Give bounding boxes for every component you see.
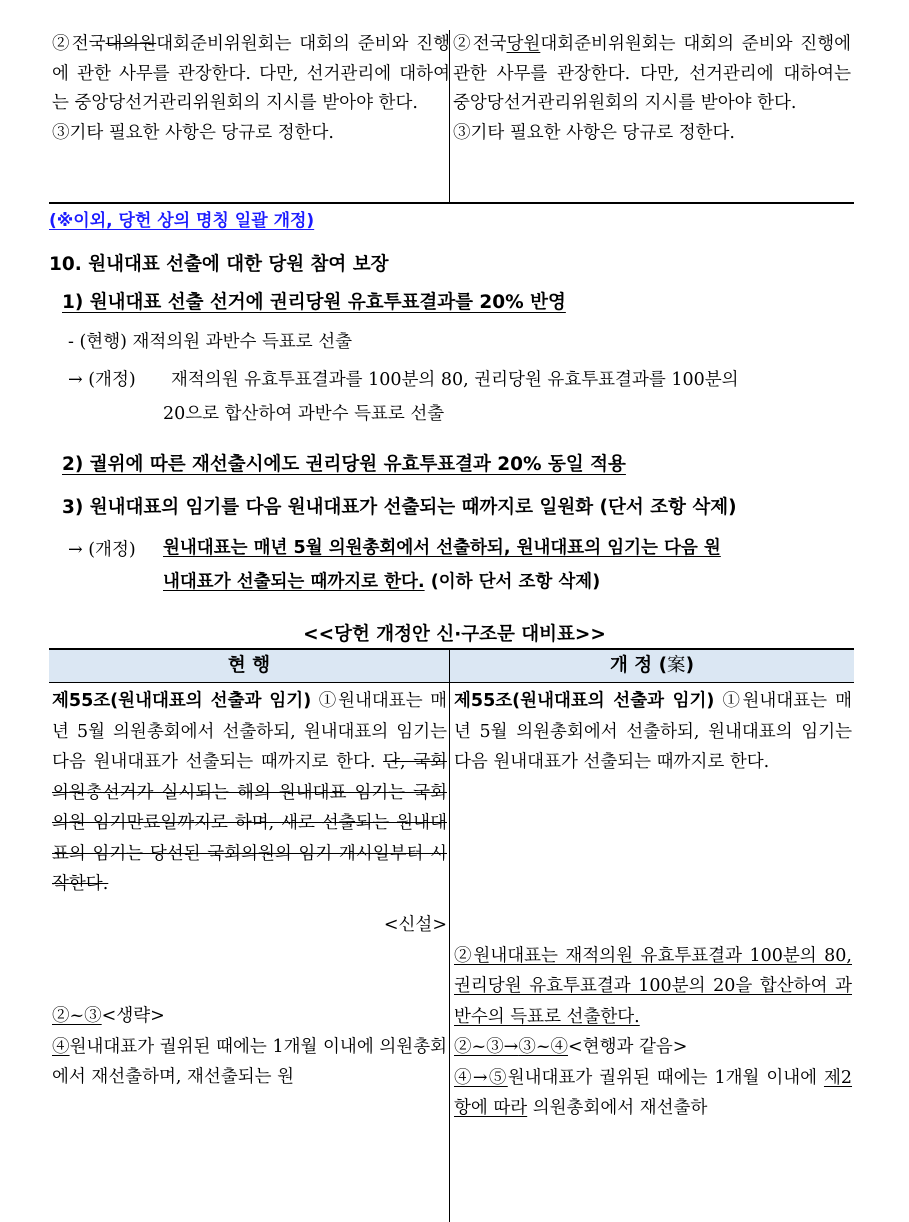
- article-title: 제55조(원내대표의 선출과 임기): [52, 691, 312, 711]
- text-run: 대회준비위원회는 대회의 준비와 진행에 관한 사무를 관장한다. 다만, 선거관리에 대하여는 중앙당선거관리위원회의 지시를 받아야 한다.: [453, 34, 851, 113]
- sub3-text-line2: [163, 568, 600, 593]
- current-clause-4: [52, 1032, 447, 1093]
- underlined-text: ③~④: [518, 1037, 568, 1057]
- note-text: (※이외, 당헌 상의 명칭 일괄 개정): [49, 211, 315, 231]
- underlined-text: 당원: [506, 34, 541, 54]
- revised-column: [454, 686, 852, 1124]
- underlined-text: ⑤: [487, 1067, 508, 1088]
- text-run: <현행과 같음>: [568, 1037, 688, 1057]
- previous-comparison-table: [49, 30, 854, 204]
- subsection-1-heading: 1) 원내대표 선출 선거에 권리당원 유효투표결과를 20% 반영: [62, 292, 566, 313]
- underlined-text: ②~③→: [454, 1037, 519, 1057]
- text-run: 대회준비위원회는 대회의 준비와 진행에 관한 사무를 관장한다. 다만, 선거관리에 대하여는 중앙당선거관리위원회의 지시를 받아야 한다.: [52, 34, 450, 113]
- current-label: - (현행): [68, 332, 127, 352]
- underlined-text: ④: [52, 1036, 70, 1057]
- revised-text-line2: 20으로 합산하여 과반수 득표로 선출: [163, 404, 445, 424]
- previous-current-item2: [52, 30, 450, 119]
- column-divider: [449, 650, 450, 1222]
- comparison-table-title: <<당헌 개정안 신·구조문 대비표>>: [303, 624, 606, 645]
- text-run: <생략>: [101, 1006, 165, 1026]
- current-text: 재적의원 과반수 득표로 선출: [132, 332, 353, 352]
- revised-label: → (개정): [68, 370, 136, 390]
- previous-current-column: [52, 30, 450, 148]
- revised-new-clause-2: ②원내대표는 재적의원 유효투표결과 100분의 80, 권리당원 유효투표결과 100분의 20을 합산하여 과반수의 득표로 선출한다.: [454, 945, 852, 1027]
- text-run: ): [685, 655, 695, 676]
- revised-renumbered-clauses: [454, 1032, 852, 1063]
- text-run: 개 정 (: [609, 655, 668, 676]
- struck-text: 대의원: [105, 34, 157, 54]
- revised-article-55-para1: [454, 686, 852, 778]
- section-heading: 10. 원내대표 선출에 대한 당원 참여 보장: [49, 254, 389, 275]
- subsection-2-heading: 2) 궐위에 따른 재선출시에도 권리당원 유효투표결과 20% 동일 적용: [62, 454, 626, 475]
- current-line: [68, 328, 352, 353]
- current-omitted-clauses: [52, 1001, 447, 1032]
- underlined-text: 내대표가 선출되는 때까지로 한다.: [163, 572, 425, 592]
- previous-revised-column: [453, 30, 851, 148]
- text-run: 의원총회에서 재선출하: [527, 1098, 708, 1118]
- new-clause-marker: <신설>: [383, 914, 447, 935]
- previous-revised-item3: ③기타 필요한 사항은 당규로 정한다.: [453, 122, 735, 143]
- previous-current-item3: ③기타 필요한 사항은 당규로 정한다.: [52, 122, 334, 143]
- struck-text: 단, 국회의원총선거가 실시되는 해의 원내대표 임기는 국회의원 임기만료일까지로 하며, 새로 선출되는 원내대표의 임기는 당선된 국회의원의 임기 개시일부터 시작한다.: [52, 752, 447, 894]
- text-run: (이하 단서 조항 삭제): [424, 572, 601, 592]
- article-title: 제55조(원내대표의 선출과 임기): [454, 691, 715, 711]
- underlined-text: 제2항에 따라: [454, 1067, 853, 1118]
- current-column: [52, 686, 447, 1093]
- current-article-55-para1: [52, 686, 447, 900]
- text-run: ②전국: [52, 34, 106, 54]
- header-revised: [450, 650, 854, 683]
- underlined-text: ②~③: [52, 1006, 102, 1026]
- underlined-text: 원내대표는 매년 5월 의원총회에서 선출하되, 원내대표의 임기는 다음 원: [163, 538, 721, 558]
- text-run: 원내대표가 궐위된 때에는 1개월 이내에: [507, 1067, 824, 1088]
- header-current: 현 행: [49, 650, 449, 683]
- text-run: ①원내대표는 매년 5월 의원총회에서 선출하되, 원내대표의 임기는 다음 원내대표가 선출되는 때까지로 한다.: [454, 691, 852, 772]
- text-run: ①원내대표는 매년 5월 의원총회에서 선출하되, 원내대표의 임기는 다음 원내대표가 선출되는 때까지로 한다.: [52, 691, 447, 772]
- sub3-text-line1: [163, 534, 721, 559]
- revised-text-line1: 재적의원 유효투표결과를 100분의 80, 권리당원 유효투표결과를 100분의: [171, 370, 739, 390]
- text-run: 원내대표가 궐위된 때에는 1개월 이내에 의원총회에서 재선출하며, 재선출되는 원: [52, 1036, 448, 1087]
- text-run: ②전국: [453, 34, 507, 54]
- revised-clause-5: [454, 1063, 852, 1124]
- underlined-text: ④→: [454, 1067, 488, 1088]
- comparison-table: [49, 648, 854, 1222]
- text-run: 案: [667, 655, 686, 676]
- sub3-revised-label: → (개정): [68, 540, 136, 560]
- previous-revised-item2: [453, 30, 851, 119]
- subsection-3-heading: 3) 원내대표의 임기를 다음 원내대표가 선출되는 때까지로 일원화 (단서 조항 삭제): [62, 497, 737, 518]
